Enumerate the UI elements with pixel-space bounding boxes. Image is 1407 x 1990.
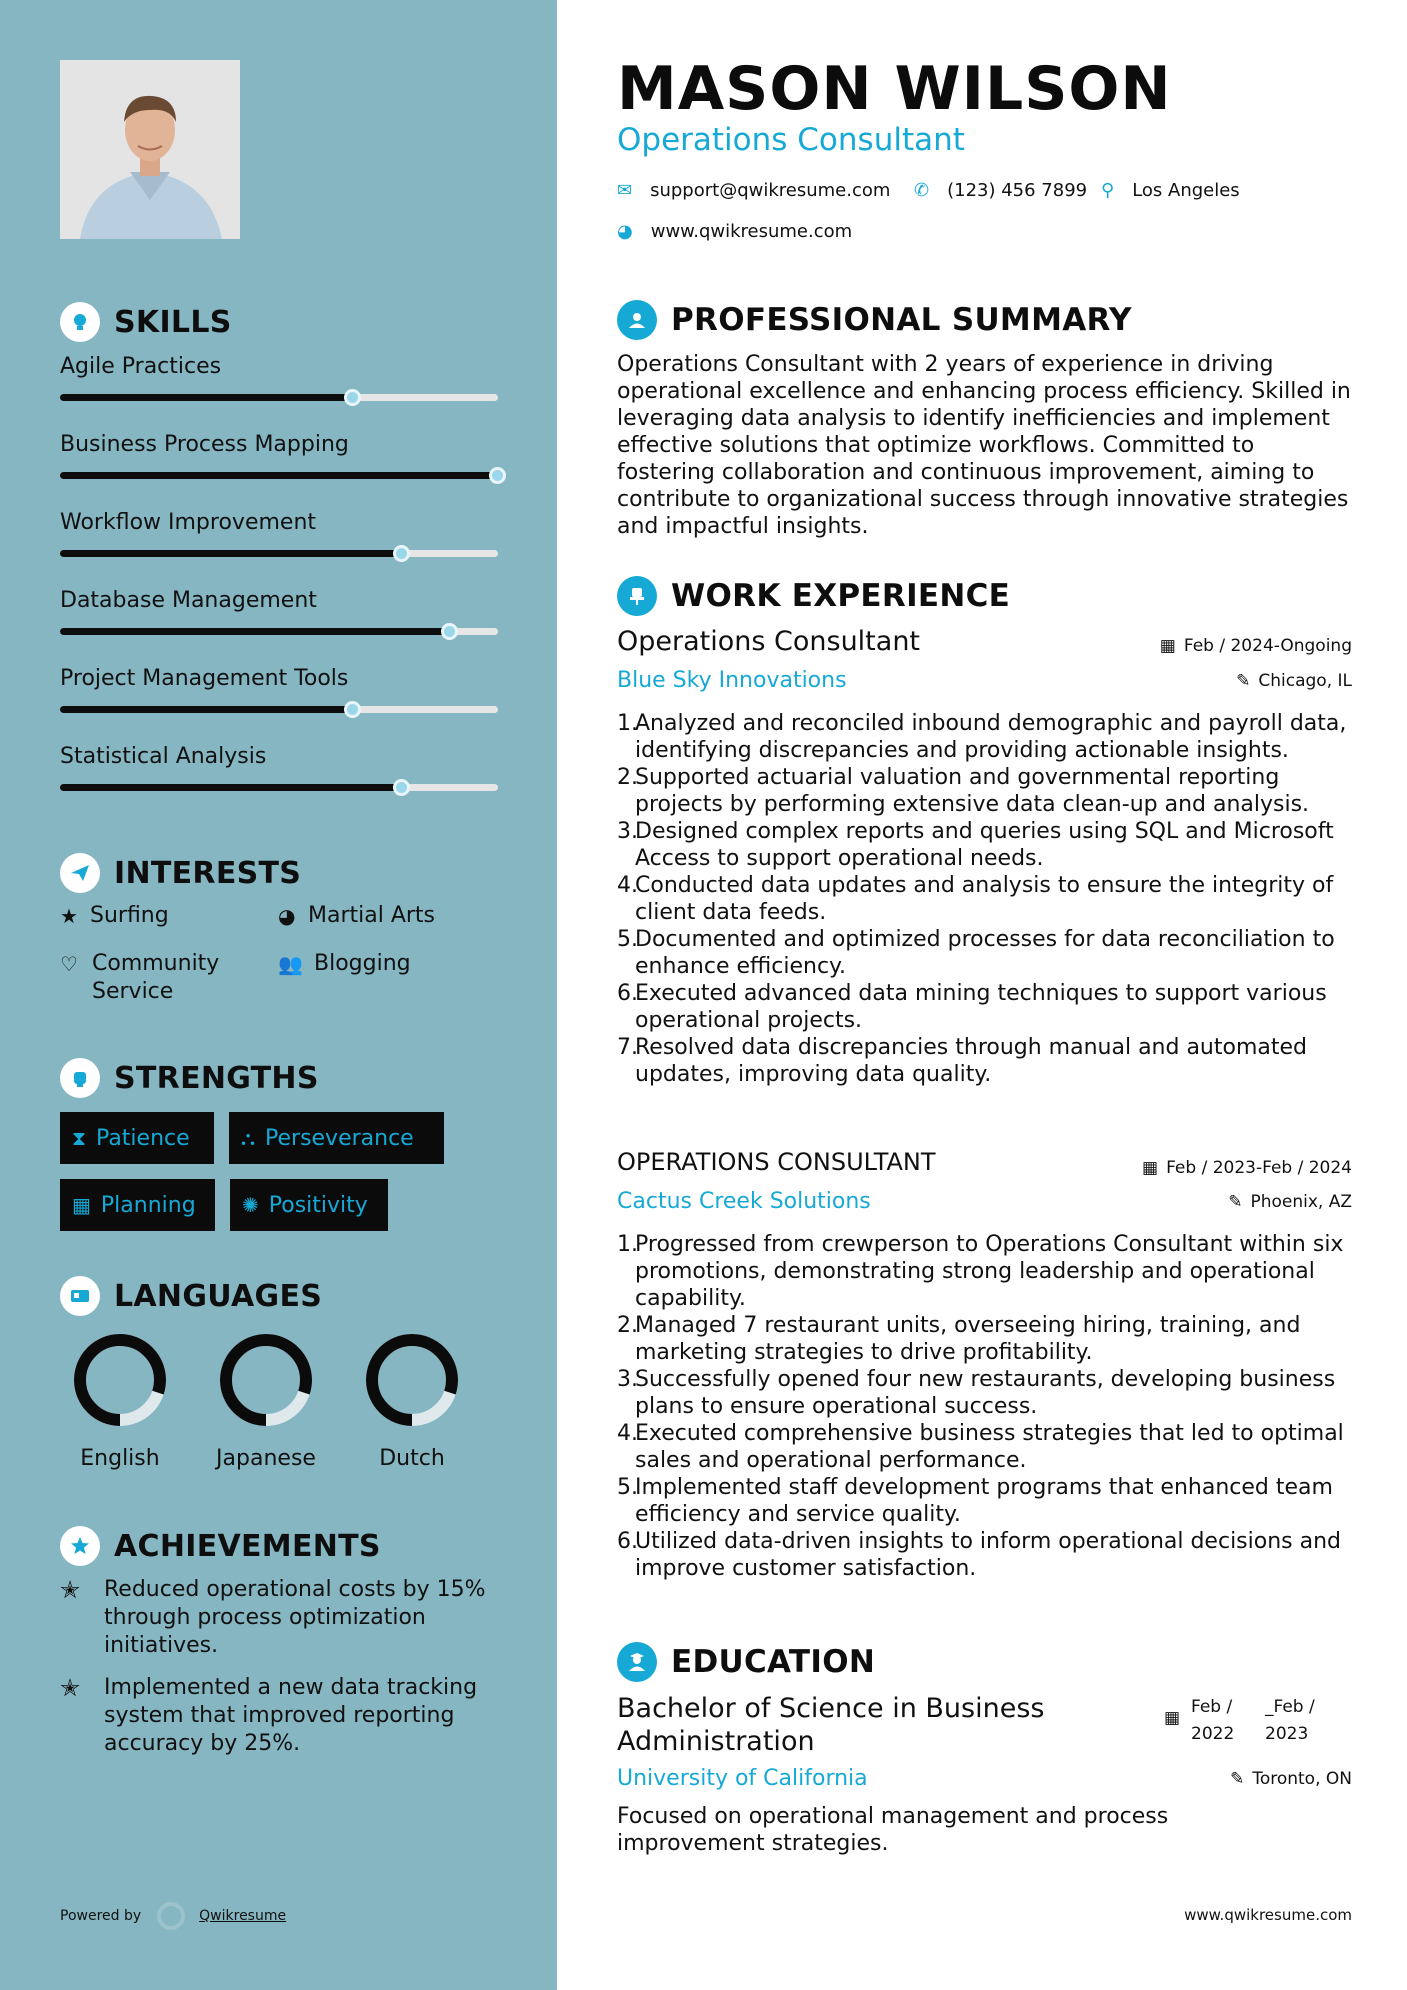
job-bullet-list — [617, 710, 1362, 1088]
calendar-icon: ▦ — [1159, 636, 1176, 656]
phone-text: (123) 456 7899 — [947, 180, 1088, 201]
skill-level-fill — [60, 394, 353, 401]
calendar-icon: ▦ — [72, 1193, 91, 1217]
paper-plane-icon — [60, 853, 100, 893]
chair-icon — [617, 576, 657, 616]
pin-icon: ✎ — [1230, 1769, 1245, 1789]
hourglass-icon: ⧗ — [72, 1126, 87, 1150]
bullet-text: Utilized data-driven insights to inform operational decisions and improve customer satisfaction. — [635, 1529, 1341, 1581]
summary-text: Operations Consultant with 2 years of experience in driving operational excellence and enhancing process efficiency. Skilled in leveraging data analysis to identify inefficiencies and implement effective solutions that optimize workflows. Committed to fostering collaboration and continuous improvement, aiming to contribute to organizational success through innovative strategies and impactful insights. — [617, 352, 1351, 539]
interest-item — [278, 902, 435, 930]
skill-name: Workflow Improvement — [60, 510, 317, 535]
email-text[interactable]: support@qwikresume.com — [650, 180, 891, 201]
job-location-text: Phoenix, AZ — [1250, 1192, 1352, 1212]
interest-item — [60, 950, 240, 1006]
skill-level-fill — [60, 784, 402, 791]
interest-label: Surfing — [90, 903, 169, 928]
contact-email — [617, 180, 890, 201]
interests-title: INTERESTS — [114, 855, 302, 891]
skill-level-bar — [60, 706, 498, 713]
bullet-text: Conducted data updates and analysis to ensure the integrity of client data feeds. — [635, 873, 1334, 925]
powered-by-label: Powered by — [60, 1908, 142, 1924]
footer-url[interactable]: www.qwikresume.com — [1184, 1906, 1352, 1924]
achievement-item — [60, 1674, 500, 1758]
job-location — [1228, 1192, 1352, 1212]
skill-level-knob — [441, 623, 458, 640]
strength-label: Positivity — [268, 1192, 368, 1218]
job-bullet — [617, 818, 1362, 872]
strengths-title: STRENGTHS — [114, 1060, 319, 1096]
sun-icon: ✺ — [242, 1193, 259, 1217]
skill-name: Project Management Tools — [60, 666, 349, 691]
bullet-text: Executed advanced data mining techniques to support various operational projects. — [635, 981, 1327, 1033]
language-name: English — [80, 1446, 160, 1471]
job-dates-text: Feb / 2024-Ongoing — [1183, 636, 1352, 656]
interest-item — [60, 902, 169, 930]
bullet-number: 2. — [617, 765, 638, 790]
qwikresume-link[interactable]: Qwikresume — [199, 1908, 287, 1924]
bullet-number: 3. — [617, 819, 638, 844]
bullet-number: 1. — [617, 1232, 638, 1257]
main-content — [557, 0, 1407, 1990]
skill-level-knob — [344, 701, 361, 718]
skill-level-bar — [60, 628, 498, 635]
powered-by — [60, 1902, 286, 1930]
website-text[interactable]: www.qwikresume.com — [650, 221, 853, 242]
id-card-icon — [60, 1276, 100, 1316]
strength-label: Perseverance — [265, 1125, 414, 1151]
achievement-item — [60, 1576, 500, 1660]
candidate-title: Operations Consultant — [617, 122, 965, 158]
bullet-number: 1. — [617, 711, 638, 736]
skill-name: Statistical Analysis — [60, 744, 267, 769]
languages-section-header — [60, 1276, 322, 1316]
job-bullet — [617, 1366, 1362, 1420]
skill-level-bar — [60, 784, 498, 791]
bullet-number: 6. — [617, 1529, 638, 1554]
bullet-number: 6. — [617, 981, 638, 1006]
bullet-number: 4. — [617, 1421, 638, 1446]
interest-label: Martial Arts — [308, 903, 436, 928]
achievement-text: Implemented a new data tracking system that improved reporting accuracy by 25%. — [104, 1675, 478, 1756]
skill-name: Database Management — [60, 588, 317, 613]
skills-section-header — [60, 302, 232, 342]
strength-badge — [229, 1112, 444, 1164]
calendar-icon: ▦ — [1164, 1708, 1181, 1728]
skill-level-knob — [393, 545, 410, 562]
globe-icon: ◕ — [617, 221, 633, 242]
education-section-header — [617, 1642, 875, 1682]
skill-level-bar — [60, 394, 498, 401]
skill-item — [60, 354, 498, 379]
achievement-text: Reduced operational costs by 15% through process optimization initiatives. — [104, 1577, 486, 1658]
star-icon: ✭ — [60, 1576, 81, 1604]
job-bullet — [617, 1312, 1362, 1366]
skill-level-fill — [60, 550, 402, 557]
bullet-text: Resolved data discrepancies through manual and automated updates, improving data quality. — [635, 1035, 1307, 1087]
language-item — [196, 1332, 336, 1471]
bullet-text: Implemented staff development programs that enhanced team efficiency and service quality. — [635, 1475, 1333, 1527]
skill-item — [60, 588, 498, 613]
job-bullet — [617, 764, 1362, 818]
bullet-number: 5. — [617, 1475, 638, 1500]
star-icon: ✭ — [60, 1674, 81, 1702]
language-name: Japanese — [216, 1446, 316, 1471]
bullet-text: Executed comprehensive business strategies that led to optimal sales and operational performance. — [635, 1421, 1344, 1473]
envelope-icon: ✉ — [617, 180, 633, 201]
strength-badge — [60, 1179, 215, 1231]
skill-item — [60, 666, 498, 691]
skill-level-knob — [393, 779, 410, 796]
phone-icon: ✆ — [914, 180, 930, 201]
summary-title: PROFESSIONAL SUMMARY — [671, 302, 1132, 338]
users-icon: 👥 — [278, 952, 303, 976]
job-company: Cactus Creek Solutions — [617, 1189, 871, 1214]
star-icon: ★ — [60, 904, 78, 928]
achievements-title: ACHIEVEMENTS — [114, 1528, 381, 1564]
profile-photo — [60, 60, 240, 239]
job-bullet — [617, 1420, 1362, 1474]
edu-date-end: _Feb / 2023 — [1265, 1697, 1315, 1744]
edu-date-start: Feb / 2022 — [1191, 1697, 1235, 1744]
bullet-text: Managed 7 restaurant units, overseeing hiring, training, and marketing strategies to drive profitability. — [635, 1313, 1301, 1365]
job-bullet — [617, 872, 1362, 926]
job-location-text: Chicago, IL — [1258, 671, 1352, 691]
lightbulb-icon — [60, 302, 100, 342]
interest-item — [278, 950, 411, 978]
summary-section-header — [617, 300, 1132, 340]
handshake-icon: ♡ — [60, 952, 78, 976]
bullet-text: Documented and optimized processes for data reconciliation to enhance efficiency. — [635, 927, 1335, 979]
skill-name: Business Process Mapping — [60, 432, 349, 457]
experience-section-header — [617, 576, 1010, 616]
skill-item — [60, 744, 498, 769]
skill-level-bar — [60, 472, 498, 479]
interest-label: Blogging — [314, 951, 411, 976]
strength-badge — [60, 1112, 214, 1164]
skill-level-knob — [489, 467, 506, 484]
profile-photo-image — [60, 60, 240, 239]
graduate-icon — [617, 1642, 657, 1682]
job-bullet — [617, 710, 1362, 764]
job-bullet — [617, 980, 1362, 1034]
trophy-star-icon — [60, 1526, 100, 1566]
skill-level-fill — [60, 706, 353, 713]
bullet-number: 5. — [617, 927, 638, 952]
job-company: Blue Sky Innovations — [617, 668, 847, 693]
qwikresume-logo-icon — [157, 1902, 185, 1930]
strengths-section-header — [60, 1058, 319, 1098]
job-dates-text: Feb / 2023-Feb / 2024 — [1166, 1158, 1352, 1178]
education-description: Focused on operational management and process improvement strategies. — [617, 1804, 1169, 1856]
job-location — [1236, 671, 1352, 691]
candidate-name: MASON WILSON — [617, 54, 1172, 124]
contact-website — [617, 221, 852, 242]
binoculars-icon: ⛬ — [241, 1126, 255, 1150]
skills-title: SKILLS — [114, 304, 232, 340]
experience-title: WORK EXPERIENCE — [671, 578, 1011, 614]
calendar-icon: ▦ — [1142, 1158, 1159, 1178]
job-bullet-list — [617, 1231, 1362, 1582]
job-title: OPERATIONS CONSULTANT — [617, 1148, 936, 1176]
skill-item — [60, 510, 498, 535]
strength-label: Planning — [100, 1192, 196, 1218]
skill-level-bar — [60, 550, 498, 557]
skill-level-fill — [60, 472, 498, 479]
language-name: Dutch — [379, 1446, 445, 1471]
pin-icon: ✎ — [1228, 1192, 1243, 1212]
job-bullet — [617, 1474, 1362, 1528]
languages-title: LANGUAGES — [114, 1278, 323, 1314]
skill-name: Agile Practices — [60, 354, 222, 379]
achievements-section-header — [60, 1526, 381, 1566]
location-text: Los Angeles — [1132, 180, 1240, 201]
bullet-number: 2. — [617, 1313, 638, 1338]
strength-badge — [230, 1179, 388, 1231]
map-pin-icon: ⚲ — [1101, 180, 1115, 201]
language-level-ring — [72, 1332, 168, 1428]
bullet-number: 4. — [617, 873, 638, 898]
strength-label: Patience — [96, 1125, 190, 1151]
contact-phone — [914, 180, 1087, 201]
language-level-ring — [364, 1332, 460, 1428]
interest-label: Community Service — [92, 951, 220, 1004]
edu-location-text: Toronto, ON — [1252, 1769, 1352, 1789]
degree-title: Bachelor of Science in Business Administration — [617, 1693, 1045, 1757]
bullet-text: Analyzed and reconciled inbound demographic and payroll data, identifying discrepancies and providing actionable insights. — [635, 711, 1347, 763]
bullet-text: Supported actuarial valuation and governmental reporting projects by performing extensive data clean-up and analysis. — [635, 765, 1310, 817]
job-bullet — [617, 926, 1362, 980]
contact-location — [1101, 180, 1240, 201]
user-icon — [617, 300, 657, 340]
job-title: Operations Consultant — [617, 626, 921, 657]
language-item — [342, 1332, 482, 1471]
skill-item — [60, 432, 498, 457]
skill-level-knob — [344, 389, 361, 406]
job-bullet — [617, 1034, 1362, 1088]
skill-level-fill — [60, 628, 450, 635]
education-title: EDUCATION — [671, 1644, 876, 1680]
job-dates — [1160, 636, 1352, 656]
bullet-text: Successfully opened four new restaurants, developing business plans to ensure operational success. — [635, 1367, 1336, 1419]
fist-icon — [60, 1058, 100, 1098]
language-level-ring — [218, 1332, 314, 1428]
job-bullet — [617, 1231, 1362, 1312]
bullet-text: Progressed from crewperson to Operations Consultant within six promotions, demonstrating strong leadership and operational capability. — [635, 1232, 1344, 1311]
bullet-number: 3. — [617, 1367, 638, 1392]
pin-icon: ✎ — [1236, 671, 1251, 691]
job-dates — [1142, 1158, 1352, 1178]
language-item — [50, 1332, 190, 1471]
edu-location — [1230, 1769, 1352, 1789]
interests-section-header — [60, 853, 301, 893]
bullet-text: Designed complex reports and queries using SQL and Microsoft Access to support operational needs. — [635, 819, 1334, 871]
job-bullet — [617, 1528, 1362, 1582]
bullet-number: 7. — [617, 1035, 638, 1060]
sidebar — [0, 0, 557, 1990]
globe-icon: ◕ — [278, 904, 296, 928]
school-name: University of California — [617, 1766, 868, 1791]
